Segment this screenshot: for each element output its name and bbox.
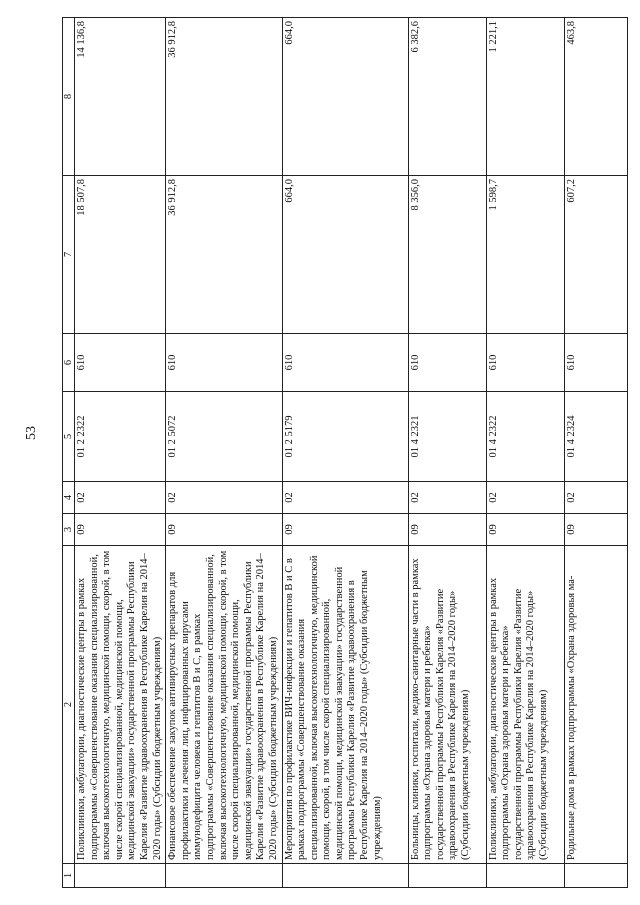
row-expense-type: 610: [408, 334, 486, 392]
header-cell-1: 1: [63, 864, 75, 888]
page-number: 53: [24, 426, 39, 440]
row-expense-type: 610: [166, 334, 282, 392]
row-expense-type: 610: [486, 334, 564, 392]
header-cell-3: 3: [63, 514, 75, 546]
row-amount-col8: 664,0: [282, 18, 408, 176]
row-index-cell: [282, 864, 408, 888]
row-index-cell: [564, 864, 628, 888]
row-target-article: 01 2 2322: [75, 392, 166, 482]
row-subsection-code: 02: [486, 482, 564, 514]
table-row: [166, 18, 282, 888]
row-subsection-code: 02: [564, 482, 628, 514]
row-description: Родильные дома в рамках подпрограммы «Охрана здоровья ма-: [564, 546, 628, 864]
header-cell-8: 8: [63, 18, 75, 176]
row-amount-col8: 463,8: [564, 18, 628, 176]
table-row: [486, 18, 564, 888]
table-row: [75, 18, 166, 888]
row-section-code: 09: [75, 514, 166, 546]
row-amount-col8: 36 912,8: [166, 18, 282, 176]
row-target-article: 01 4 2321: [408, 392, 486, 482]
table-row: [408, 18, 486, 888]
row-section-code: 09: [408, 514, 486, 546]
header-cell-6: 6: [63, 334, 75, 392]
row-amount-col7: 8 356,0: [408, 176, 486, 334]
row-expense-type: 610: [75, 334, 166, 392]
row-section-code: 09: [486, 514, 564, 546]
row-subsection-code: 02: [166, 482, 282, 514]
row-description: Поликлиники, амбулатории, диагностические центры в рамках подпрограммы «Охрана здоровья матери и ребенка» государственной программы Республики Карелия «Развитие здравоохранения в Республике Карелия на 2014–2020 годы» (Субсидии бюджетным учреждениям): [486, 546, 564, 864]
row-amount-col8: 14 136,8: [75, 18, 166, 176]
row-amount-col8: 1 221,1: [486, 18, 564, 176]
row-section-code: 09: [282, 514, 408, 546]
row-description: Поликлиники, амбулатории, диагностические центры в рамках подпрограммы «Совершенствование оказания специализированной, включая высокотехнологичную, медицинской помощи, скорой, в том числе скорой специализированной, медицинской помощи, медицинской эвакуации» государственной программы Республики Карелия «Развитие здравоохранения в Республике Карелия на 2014–2020 годы» (Субсидии бюджетным учреждениям): [75, 546, 166, 864]
row-target-article: 01 4 2322: [486, 392, 564, 482]
rotated-table-container: [62, 18, 628, 888]
row-subsection-code: 02: [282, 482, 408, 514]
row-subsection-code: 02: [75, 482, 166, 514]
table-row: [282, 18, 408, 888]
header-cell-7: 7: [63, 176, 75, 334]
table-row: [564, 18, 628, 888]
row-amount-col7: 18 507,8: [75, 176, 166, 334]
row-target-article: 01 2 5179: [282, 392, 408, 482]
row-index-cell: [75, 864, 166, 888]
row-amount-col7: 1 598,7: [486, 176, 564, 334]
row-subsection-code: 02: [408, 482, 486, 514]
row-section-code: 09: [166, 514, 282, 546]
row-description: Мероприятия по профилактике ВИЧ-инфекции и гепатитов В и С в рамках подпрограммы «Совершенствование оказания специализированной, включая высокотехнологичную, медицинской помощи, скорой, в том числе скорой специализированной, медицинской помощи, медицинской эвакуации» государственной программы Республики Карелия «Развитие здравоохранения в Республике Карелия на 2014–2020 годы» (Субсидии бюджетным учреждениям): [282, 546, 408, 864]
budget-table: [62, 17, 628, 888]
row-index-cell: [486, 864, 564, 888]
header-cell-4: 4: [63, 482, 75, 514]
row-amount-col7: 36 912,8: [166, 176, 282, 334]
header-cell-2: 2: [63, 546, 75, 864]
row-target-article: 01 4 2324: [564, 392, 628, 482]
header-cell-5: 5: [63, 392, 75, 482]
row-description: Больницы, клиники, госпитали, медико-санитарные части в рамках подпрограммы «Охрана здоровья матери и ребенка» государственной программы Республики Карелия «Развитие здравоохранения в Республике Карелия на 2014–2020 годы» (Субсидии бюджетным учреждениям): [408, 546, 486, 864]
row-target-article: 01 2 5072: [166, 392, 282, 482]
row-amount-col7: 664,0: [282, 176, 408, 334]
row-expense-type: 610: [564, 334, 628, 392]
row-amount-col7: 607,2: [564, 176, 628, 334]
row-amount-col8: 6 382,6: [408, 18, 486, 176]
row-description: Финансовое обеспечение закупок антивирусных препаратов для профилактики и лечения лиц, инфицированных вирусами иммунодефицита человека и гепатитов В и С, в рамках подпрограммы «Совершенствование оказания специализированной, включая высокотехнологичную, медицинской помощи, скорой, в том числе скорой специализированной, медицинской помощи, медицинской эвакуации» государственной программы Республики Карелия «Развитие здравоохранения в Республике Карелия на 2014–2020 годы» (Субсидии бюджетным учреждениям): [166, 546, 282, 864]
row-index-cell: [408, 864, 486, 888]
row-section-code: 09: [564, 514, 628, 546]
row-index-cell: [166, 864, 282, 888]
table-header-row: [63, 18, 75, 888]
row-expense-type: 610: [282, 334, 408, 392]
